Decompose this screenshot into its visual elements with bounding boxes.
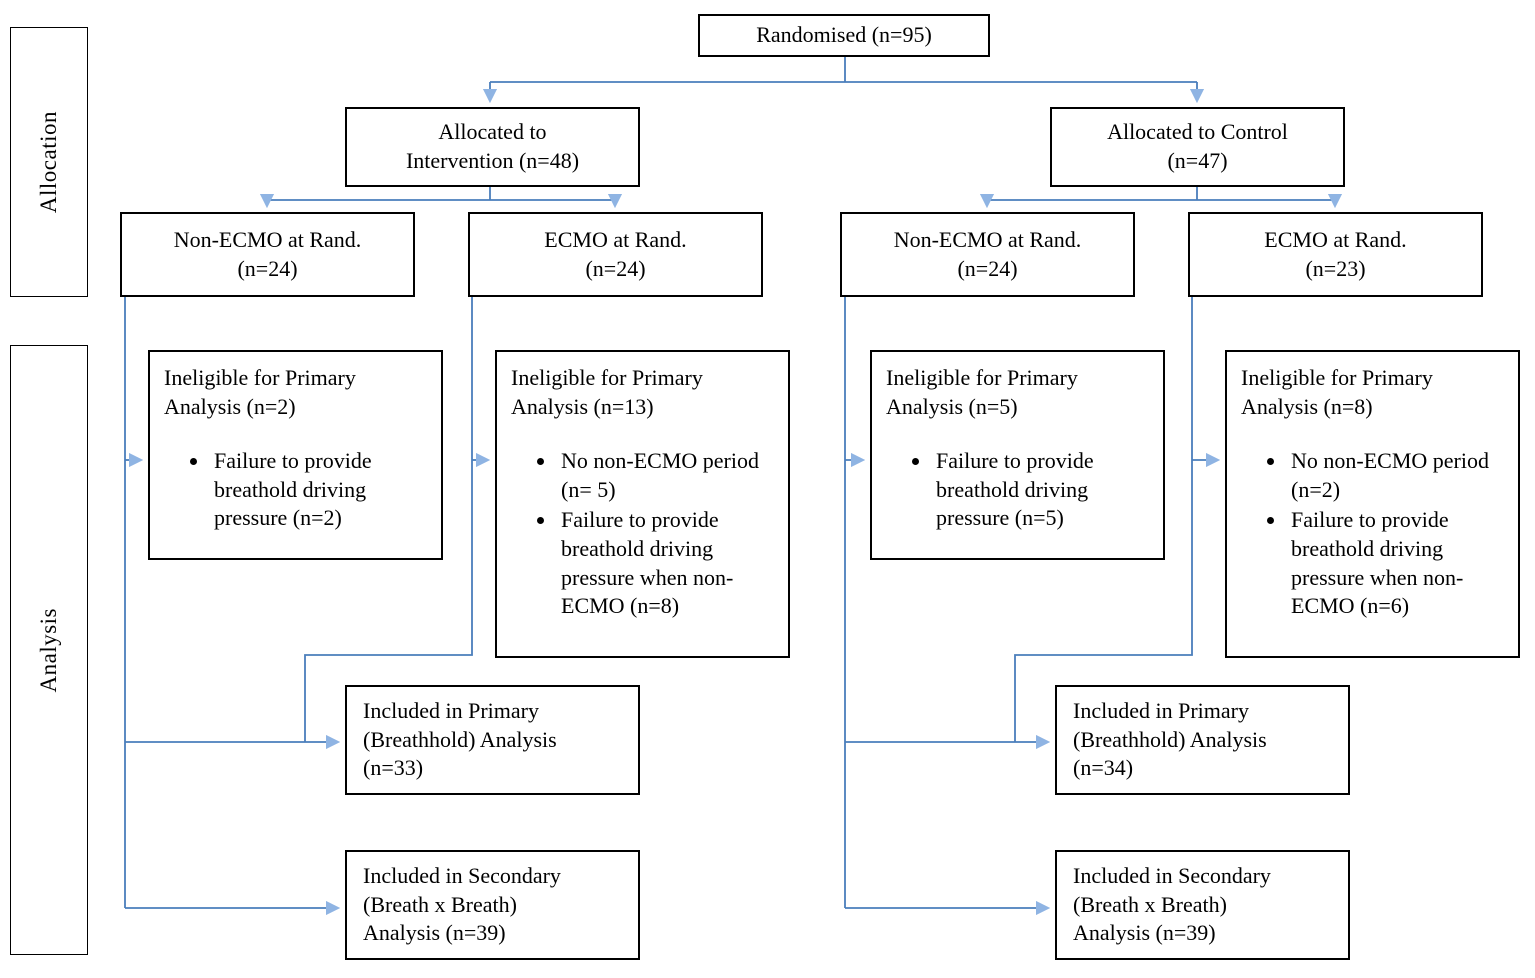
box-text-line: (n=23) bbox=[1305, 255, 1366, 281]
box-int-included-secondary bbox=[345, 850, 640, 960]
bullet-item: • No non-ECMO period (n=2) bbox=[1287, 447, 1504, 504]
box-text-line: Non-ECMO at Rand. bbox=[173, 226, 362, 252]
box-int-included-primary bbox=[345, 685, 640, 795]
box-text-line: Ineligible for Primary bbox=[164, 365, 356, 390]
box-text-line: ECMO at Rand. bbox=[544, 226, 687, 252]
ineligible-reasons-list bbox=[886, 447, 1149, 535]
box-text-line: Ineligible for Primary bbox=[1241, 365, 1433, 390]
box-int-non-ecmo-ineligible bbox=[148, 350, 443, 560]
box-text-line: Allocated to Control bbox=[1107, 119, 1288, 145]
box-randomised bbox=[698, 14, 990, 57]
box-ctrl-ecmo-ineligible bbox=[1225, 350, 1520, 658]
box-allocated-intervention bbox=[345, 107, 640, 187]
box-int-ecmo-ineligible bbox=[495, 350, 790, 658]
box-ctrl-ecmo bbox=[1188, 212, 1483, 297]
box-text-line: Ineligible for Primary bbox=[511, 365, 703, 390]
stage-label-allocation-text: Allocation bbox=[36, 110, 61, 214]
box-text-line: (Breathhold) Analysis bbox=[1073, 726, 1267, 752]
box-text-line: Included in Secondary bbox=[1073, 863, 1271, 889]
box-text-line: Analysis (n=2) bbox=[164, 393, 296, 419]
box-text-line: (Breath x Breath) bbox=[363, 891, 517, 917]
box-text-line: (Breathhold) Analysis bbox=[363, 726, 557, 752]
box-ctrl-non-ecmo-ineligible bbox=[870, 350, 1165, 560]
ineligible-title bbox=[886, 364, 1078, 421]
box-ctrl-non-ecmo bbox=[840, 212, 1135, 297]
bullet-item: • Failure to provide breathold driving pressure when non-ECMO (n=8) bbox=[557, 506, 774, 620]
box-text-line: (n=24) bbox=[237, 255, 298, 281]
box-int-non-ecmo bbox=[120, 212, 415, 297]
box-text-line: Ineligible for Primary bbox=[886, 365, 1078, 390]
box-ctrl-included-primary bbox=[1055, 685, 1350, 795]
connector-intervention-split bbox=[267, 187, 615, 206]
box-int-ecmo bbox=[468, 212, 763, 297]
ineligible-title bbox=[1241, 364, 1433, 421]
stage-label-analysis-text: Analysis bbox=[36, 607, 61, 693]
box-text-line: (n=33) bbox=[363, 755, 424, 781]
box-text-line: Analysis (n=8) bbox=[1241, 393, 1373, 419]
ineligible-reasons-list bbox=[164, 447, 427, 535]
box-ctrl-included-secondary bbox=[1055, 850, 1350, 960]
box-text-line: Allocated to bbox=[438, 119, 547, 145]
box-allocated-control bbox=[1050, 107, 1345, 187]
box-text-line: (n=24) bbox=[957, 255, 1018, 281]
ineligible-title bbox=[164, 364, 356, 421]
ineligible-reasons-list bbox=[511, 447, 774, 623]
box-text-line: Included in Primary bbox=[363, 698, 539, 724]
connector-randomised-split bbox=[490, 57, 1197, 101]
connector-control-split bbox=[987, 187, 1335, 206]
box-text-line: Analysis (n=13) bbox=[511, 393, 654, 419]
box-text-line: Intervention (n=48) bbox=[405, 148, 580, 173]
bullet-item: • Failure to provide breathold driving pressure (n=5) bbox=[932, 447, 1149, 533]
box-text-line: Non-ECMO at Rand. bbox=[893, 226, 1082, 252]
box-text-line: (n=47) bbox=[1167, 148, 1228, 173]
stage-label-allocation bbox=[10, 27, 88, 297]
ineligible-reasons-list bbox=[1241, 447, 1504, 623]
box-text-line: Included in Primary bbox=[1073, 698, 1249, 724]
box-text-line: (n=34) bbox=[1073, 755, 1134, 781]
bullet-item: • Failure to provide breathold driving pressure (n=2) bbox=[210, 447, 427, 533]
box-randomised-text: Randomised (n=95) bbox=[756, 22, 932, 48]
box-text-line: Analysis (n=39) bbox=[363, 920, 506, 946]
stage-label-analysis bbox=[10, 345, 88, 955]
bullet-item: • Failure to provide breathold driving pressure when non-ECMO (n=6) bbox=[1287, 506, 1504, 620]
box-text-line: Analysis (n=39) bbox=[1073, 920, 1216, 946]
bullet-item: • No non-ECMO period (n= 5) bbox=[557, 447, 774, 504]
box-text-line: (n=24) bbox=[585, 255, 646, 281]
box-text-line: ECMO at Rand. bbox=[1264, 226, 1407, 252]
box-text-line: (Breath x Breath) bbox=[1073, 891, 1227, 917]
box-text-line: Included in Secondary bbox=[363, 863, 561, 889]
ineligible-title bbox=[511, 364, 703, 421]
box-text-line: Analysis (n=5) bbox=[886, 393, 1018, 419]
